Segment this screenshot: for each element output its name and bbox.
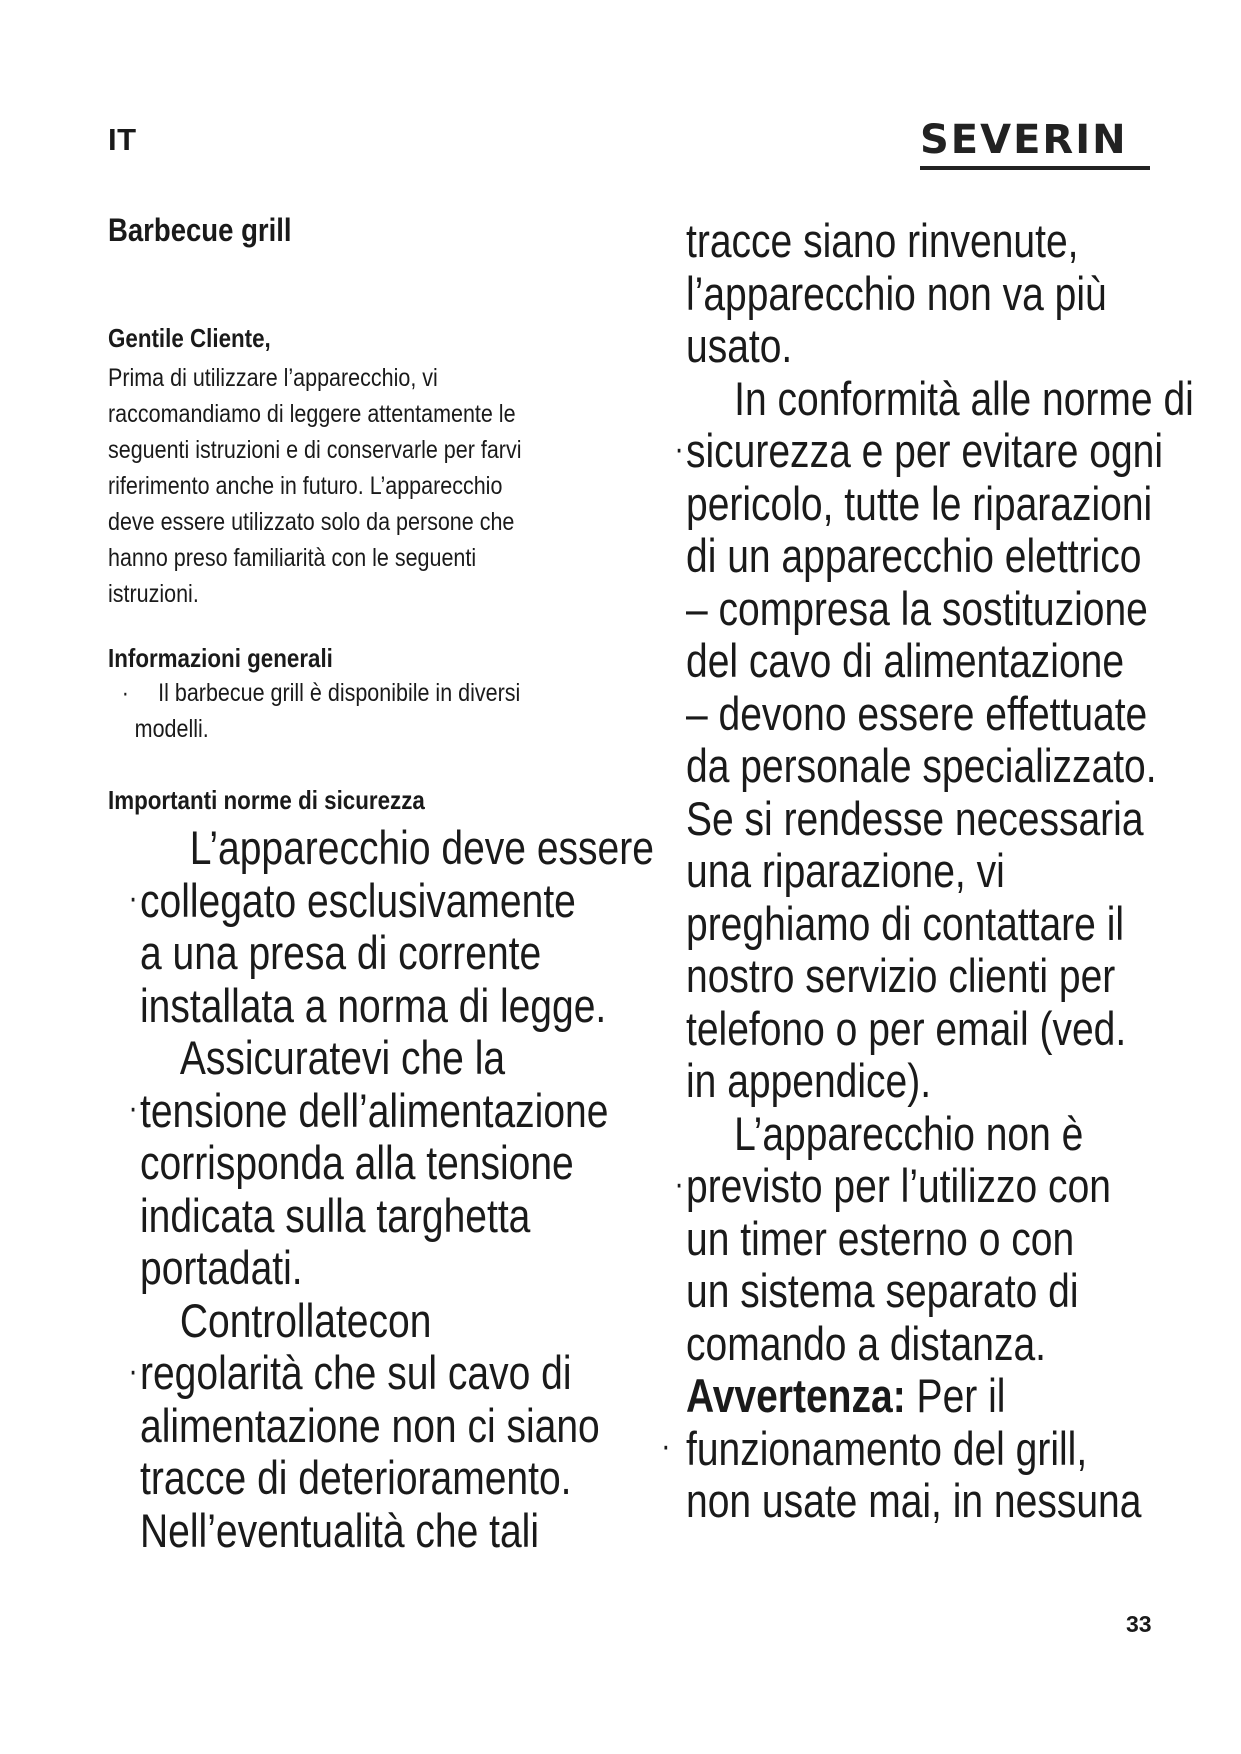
- bullet-icon: ·: [128, 1351, 138, 1390]
- safety-line: – compresa la sostituzione: [686, 581, 1148, 635]
- safety-line: un sistema separato di: [686, 1264, 1079, 1317]
- safety-line: sicurezza e per evitare ogni: [686, 424, 1164, 477]
- safety-line: corrisponda alla tensione: [140, 1136, 574, 1189]
- safety-right-column: [661, 214, 1194, 1528]
- safety-line: alimentazione non ci siano: [140, 1398, 600, 1452]
- safety-line: pericolo, tutte le riparazioni: [686, 476, 1153, 530]
- list-item-text: Il barbecue grill è disponibile in diversi: [158, 679, 521, 707]
- safety-line: usato.: [686, 319, 793, 372]
- intro-line: deve essere utilizzato solo da persone che: [108, 508, 515, 536]
- list-item: [108, 675, 520, 711]
- safety-line: telefono o per email (ved.: [686, 1001, 1127, 1055]
- safety-line: · L’apparecchio non è: [686, 1108, 1194, 1161]
- safety-line: a una presa di corrente: [140, 926, 542, 979]
- intro-paragraph: [108, 360, 521, 612]
- intro-line: riferimento anche in futuro. L’apparecchio: [108, 472, 503, 500]
- safety-left-column: [128, 821, 654, 1557]
- general-info-heading: Informazioni generali: [108, 643, 333, 673]
- safety-line: previsto per l’utilizzo con: [686, 1159, 1111, 1212]
- warning-label: Avvertenza:: [686, 1369, 906, 1422]
- safety-line: collegato esclusivamente: [140, 873, 576, 927]
- safety-line: di un apparecchio elettrico: [686, 529, 1142, 582]
- safety-line: comando a distanza.: [686, 1316, 1046, 1370]
- safety-line: portadati.: [140, 1241, 303, 1294]
- safety-line: una riparazione, vi: [686, 844, 1005, 897]
- bullet-icon: ·: [121, 679, 129, 707]
- list-item-cont: modelli.: [134, 715, 209, 743]
- safety-line: Nell’eventualità che tali: [140, 1503, 539, 1557]
- intro-line: seguenti istruzioni e di conservarle per farvi: [108, 436, 522, 464]
- language-code: IT: [108, 122, 137, 157]
- safety-line: · Controllatecon: [140, 1295, 654, 1348]
- safety-line: · Avvertenza: Per il: [686, 1370, 1194, 1423]
- safety-line: nostro servizio clienti per: [686, 949, 1116, 1002]
- intro-line: Prima di utilizzare l’apparecchio, vi: [108, 364, 438, 392]
- general-info-list: [108, 675, 520, 747]
- bullet-icon: ·: [128, 1089, 138, 1127]
- safety-line: in appendice).: [686, 1054, 932, 1107]
- safety-line: funzionamento del grill,: [686, 1421, 1088, 1475]
- logo-underline: [920, 166, 1150, 170]
- safety-line: indicata sulla targhetta: [140, 1188, 531, 1242]
- safety-line: – devono essere effettuate: [686, 686, 1148, 740]
- safety-line: l’apparecchio non va più: [686, 266, 1107, 320]
- severin-logo: [920, 117, 1150, 170]
- safety-line: da personale specializzato.: [686, 739, 1157, 792]
- safety-line: installata a norma di legge.: [140, 978, 607, 1032]
- intro-line: hanno preso familiarità con le seguenti: [108, 544, 477, 572]
- intro-line: raccomandiamo di leggere attentamente le: [108, 400, 516, 428]
- safety-line: preghiamo di contattare il: [686, 896, 1125, 950]
- page-number: 33: [1126, 1611, 1152, 1637]
- bullet-icon: ·: [661, 1427, 671, 1465]
- intro-line: istruzioni.: [108, 580, 199, 608]
- bullet-icon: ·: [674, 1164, 684, 1203]
- safety-line: · Assicuratevi che la: [140, 1032, 654, 1085]
- safety-line: un timer esterno o con: [686, 1211, 1075, 1265]
- brand-name: SEVERIN: [920, 117, 1128, 163]
- safety-line: · In conformità alle norme di: [686, 373, 1194, 426]
- bullet-icon: ·: [674, 429, 684, 468]
- safety-line: regolarità che sul cavo di: [140, 1346, 572, 1399]
- bullet-icon: ·: [128, 879, 138, 917]
- safety-line: tensione dell’alimentazione: [140, 1083, 609, 1137]
- safety-line: · L’apparecchio deve essere: [140, 822, 654, 875]
- safety-line: tracce di deterioramento.: [140, 1451, 572, 1504]
- safety-line: tracce siano rinvenute,: [686, 214, 1079, 267]
- document-title: Barbecue grill: [108, 212, 292, 248]
- safety-line: non usate mai, in nessuna: [686, 1474, 1142, 1527]
- greeting: Gentile Cliente,: [108, 323, 271, 353]
- safety-line: Se si rendesse necessaria: [686, 791, 1144, 845]
- safety-heading: Importanti norme di sicurezza: [108, 785, 425, 815]
- safety-line: del cavo di alimentazione: [686, 634, 1125, 687]
